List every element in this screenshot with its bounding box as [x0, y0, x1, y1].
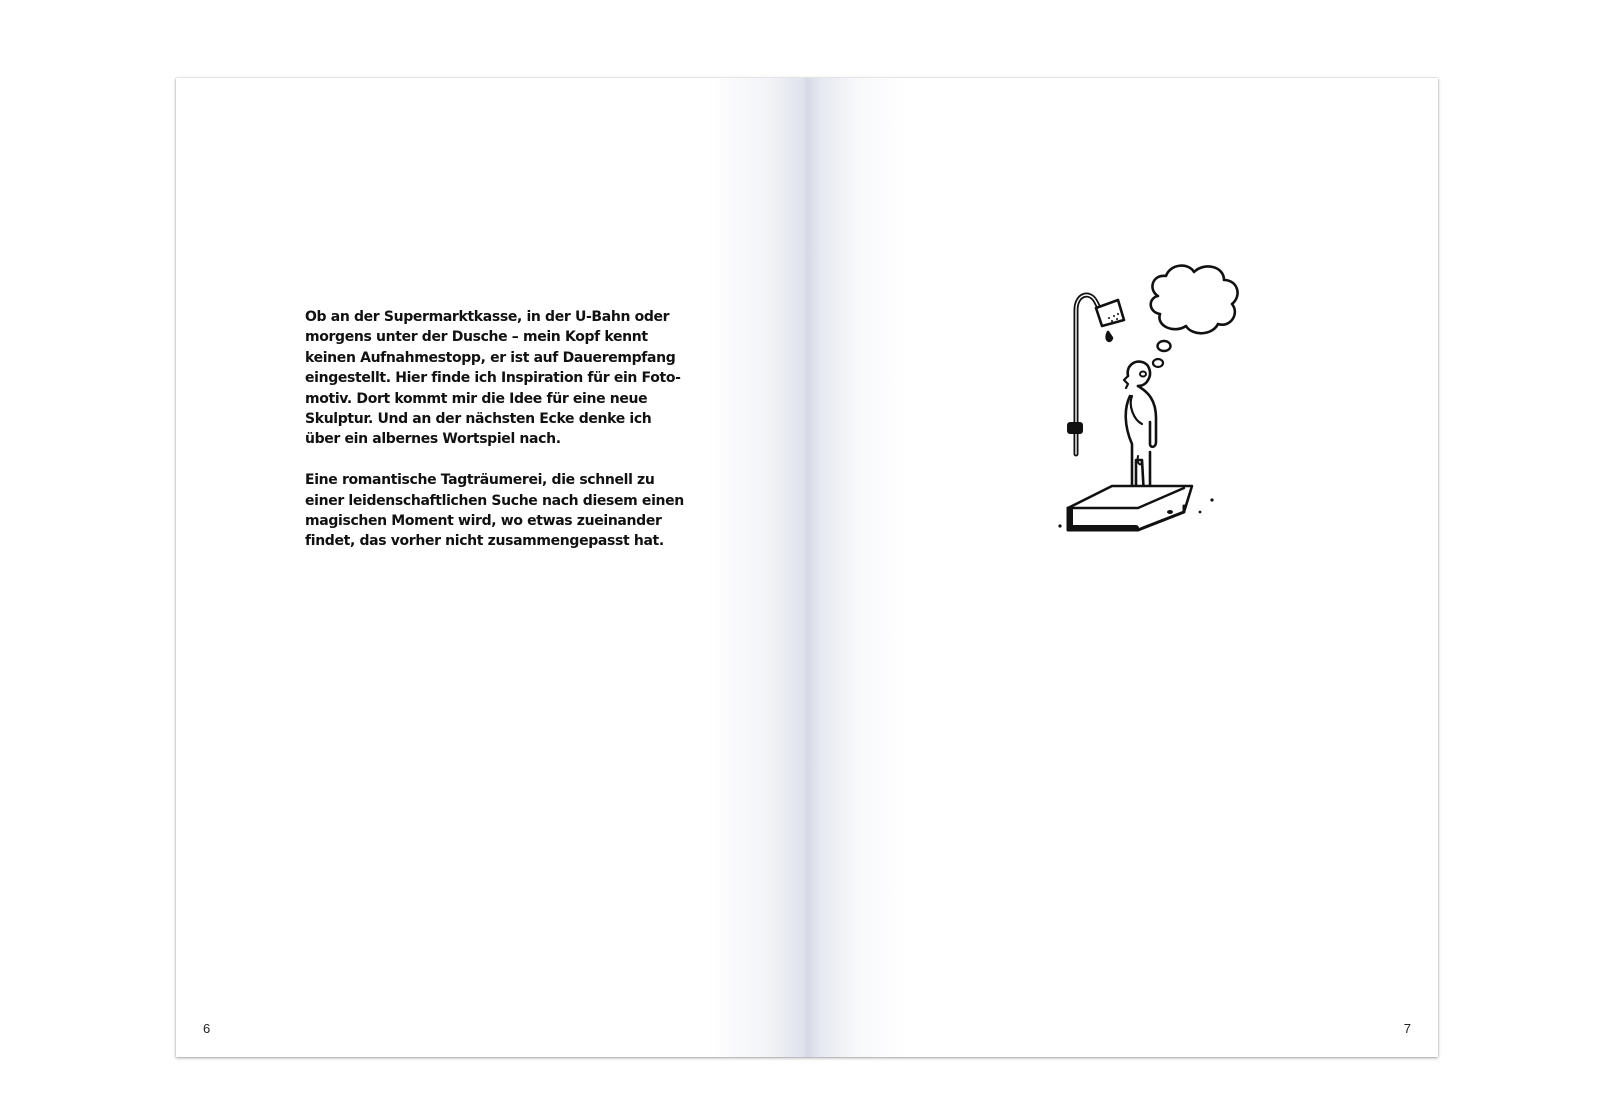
- tray-drain: [1167, 510, 1173, 514]
- page-number-right: 7: [1403, 1021, 1411, 1036]
- text-line: findet, das vorher nicht zusammengepasst hat.: [305, 533, 664, 550]
- text-line: über ein albernes Wortspiel nach.: [305, 431, 561, 448]
- water-drop: [1107, 332, 1112, 341]
- book-spread: [176, 78, 1438, 1057]
- shower-valve: [1067, 422, 1083, 434]
- text-line: morgens unter der Dusche – mein Kopf kennt: [305, 329, 648, 346]
- text-line: Ob an der Supermarktkasse, in der U-Bahn oder: [305, 309, 670, 325]
- text-line: motiv. Dort kommt mir die Idee für eine neue: [305, 390, 648, 407]
- text-line: keinen Aufnahmestopp, er ist auf Dauerempfang: [305, 349, 676, 366]
- right-page: [807, 78, 1438, 1057]
- text-line: Skulptur. Und an der nächsten Ecke denke ich: [305, 411, 652, 428]
- shower-person-illustration: [1052, 256, 1252, 556]
- person-arm: [1131, 396, 1142, 424]
- person-body: [1138, 386, 1156, 447]
- text-line: eingestellt. Hier finde ich Inspiration für ein Foto-: [305, 370, 681, 387]
- body-text: [305, 307, 684, 572]
- left-page: [176, 78, 807, 1057]
- text-line: Eine romantische Tagträumerei, die schnell zu: [305, 472, 655, 489]
- paragraph-2: [305, 470, 684, 552]
- text-line: magischen Moment wird, wo etwas zueinander: [305, 513, 662, 530]
- page-number-left: 6: [203, 1021, 211, 1036]
- shower-head: [1096, 300, 1124, 326]
- thought-dot-small: [1140, 372, 1146, 377]
- thought-bubble: [1151, 266, 1238, 334]
- paragraph-1: [305, 307, 681, 450]
- thought-dot-large: [1158, 341, 1171, 351]
- thought-dot-medium: [1153, 359, 1163, 367]
- text-line: einer leidenschaftlichen Suche nach diesem einen: [305, 492, 684, 509]
